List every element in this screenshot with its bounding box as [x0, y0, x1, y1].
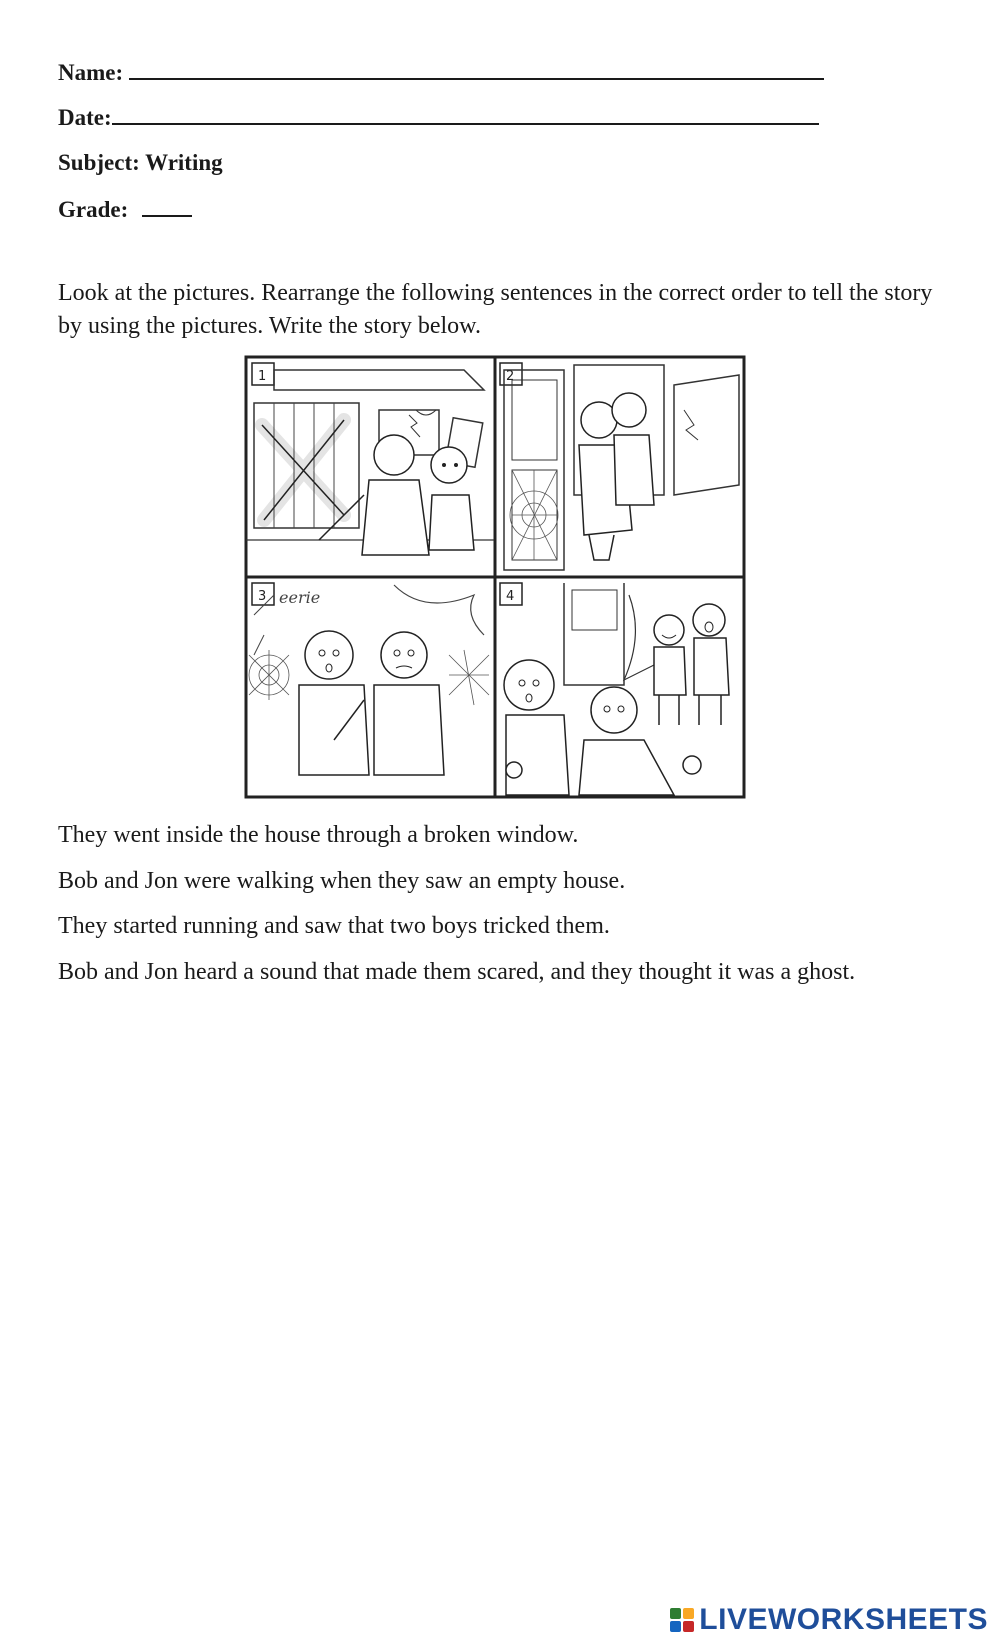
panel-number-4: 4 — [506, 589, 515, 604]
grade-field — [58, 195, 192, 224]
grade-input-line[interactable] — [142, 195, 192, 217]
liveworksheets-logo — [669, 1603, 988, 1637]
panel-number-3: 3 — [258, 589, 267, 604]
sentence-3: They started running and saw that two boys tricked them. — [58, 913, 610, 939]
date-label: Date: — [58, 105, 112, 130]
sentence-1: They went inside the house through a broken window. — [58, 822, 579, 848]
liveworksheets-grid-icon — [669, 1607, 695, 1633]
name-field — [58, 58, 824, 87]
panel-3-caption: eerie — [279, 588, 321, 607]
date-field — [58, 103, 819, 132]
comic-strip-image — [244, 355, 746, 799]
subject-label: Subject: Writing — [58, 150, 223, 175]
panel-number-2: 2 — [506, 369, 515, 384]
subject-field — [58, 149, 223, 177]
sentence-4: Bob and Jon heard a sound that made them scared, and they thought it was a ghost. — [58, 959, 856, 985]
date-input-line[interactable] — [112, 103, 819, 125]
liveworksheets-wordmark: LIVEWORKSHEETS — [699, 1603, 988, 1636]
grade-label: Grade: — [58, 197, 129, 222]
name-label: Name: — [58, 60, 124, 85]
name-input-line[interactable] — [129, 58, 824, 80]
instructions: Look at the pictures. Rearrange the following sentences in the correct order to tell the story by using the pictures. Write the story below. — [58, 280, 933, 339]
sentence-2: Bob and Jon were walking when they saw an empty house. — [58, 868, 626, 894]
panel-number-1: 1 — [258, 369, 267, 384]
